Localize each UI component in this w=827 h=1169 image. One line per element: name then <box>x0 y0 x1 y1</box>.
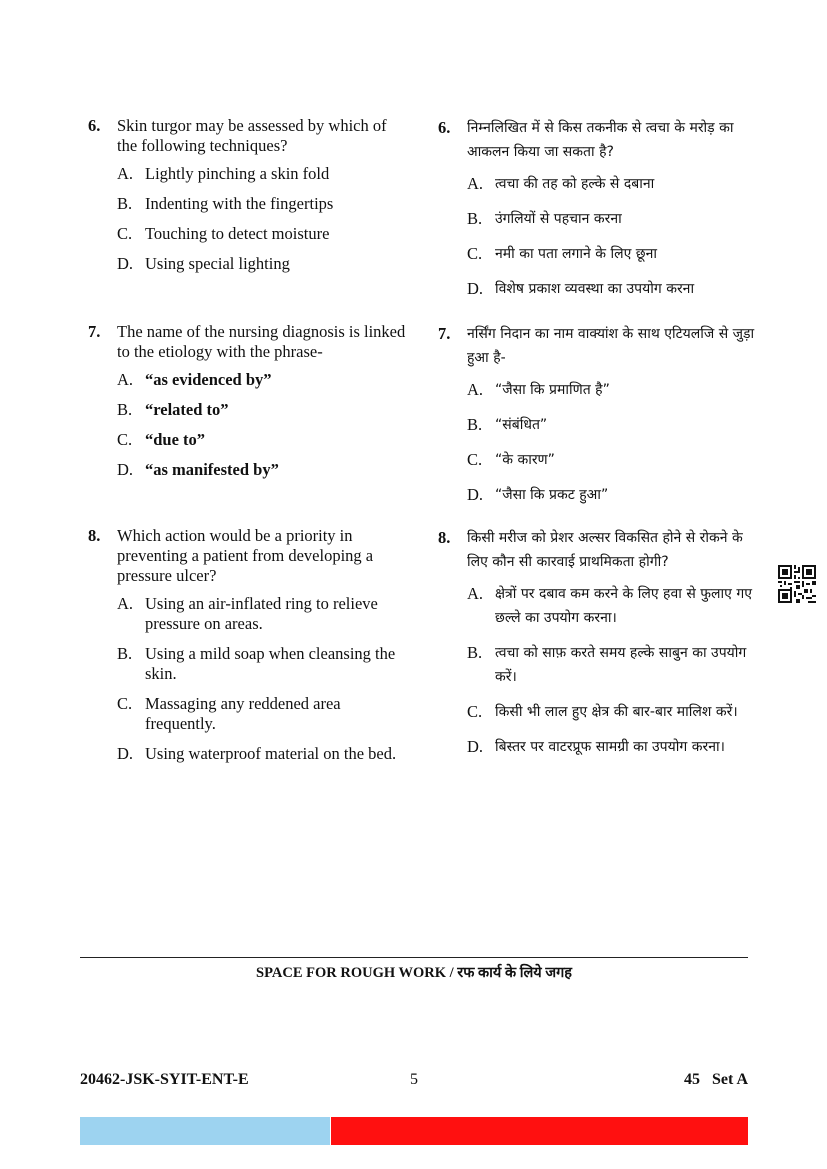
question-7-hi <box>438 322 758 518</box>
option-text: नमी का पता लगाने के लिए छूना <box>495 246 657 262</box>
question-text: नर्सिंग निदान का नाम वाक्यांश के साथ एटियलजि से जुड़ा हुआ है- <box>467 326 755 366</box>
option-text: “as evidenced by” <box>145 370 272 389</box>
option-label: A. <box>117 594 134 613</box>
option-text: Lightly pinching a skin fold <box>145 164 330 183</box>
option-b <box>467 641 758 689</box>
option-text: “related to” <box>145 400 229 419</box>
option-label: C. <box>117 694 133 713</box>
option-text: Indenting with the fingertips <box>145 194 334 213</box>
option-c <box>467 448 758 472</box>
option-b <box>117 400 408 420</box>
option-text: त्वचा को साफ़ करते समय हल्के साबुन का उपयोग करें। <box>495 645 747 685</box>
question-number: 6. <box>438 118 451 137</box>
option-d <box>467 483 758 507</box>
question-text: The name of the nursing diagnosis is linked to the etiology with the phrase- <box>117 322 406 361</box>
option-text: क्षेत्रों पर दबाव कम करने के लिए हवा से फुलाए गए छल्ले का उपयोग करना। <box>495 586 752 626</box>
option-label: B. <box>467 415 483 434</box>
question-6-en <box>88 116 408 284</box>
option-label: D. <box>117 254 134 273</box>
option-a <box>117 594 408 634</box>
option-label: A. <box>467 380 484 399</box>
option-label: C. <box>117 224 133 243</box>
option-text: बिस्तर पर वाटरप्रूफ सामग्री का उपयोग करना। <box>495 739 725 755</box>
question-number: 6. <box>88 116 101 135</box>
option-label: B. <box>467 643 483 662</box>
footer-bar-blue <box>80 1117 330 1145</box>
option-b <box>467 413 758 437</box>
option-label: A. <box>117 164 134 183</box>
option-label: D. <box>117 460 134 479</box>
page-number: 5 <box>410 1071 418 1088</box>
option-text: “due to” <box>145 430 206 449</box>
option-text: Massaging any reddened area frequently. <box>145 694 341 733</box>
option-label: C. <box>117 430 133 449</box>
qr-code-icon <box>778 565 816 603</box>
option-label: C. <box>467 244 483 263</box>
option-label: A. <box>467 584 484 603</box>
option-c <box>467 242 758 266</box>
option-a <box>467 582 758 630</box>
question-text: Which action would be a priority in preventing a patient from developing a pressure ulcer? <box>117 526 374 585</box>
question-number: 7. <box>438 324 451 343</box>
option-a <box>117 164 408 184</box>
option-text: Using special lighting <box>145 254 290 273</box>
option-label: B. <box>467 209 483 228</box>
question-8-en <box>88 526 408 774</box>
option-text: Touching to detect moisture <box>145 224 330 243</box>
question-8-hi <box>438 526 758 770</box>
option-text: Using a mild soap when cleansing the skin. <box>145 644 396 683</box>
footer-bar-red <box>331 1117 748 1145</box>
option-b <box>117 644 408 684</box>
option-text: विशेष प्रकाश व्यवस्था का उपयोग करना <box>495 281 695 297</box>
option-label: C. <box>467 702 483 721</box>
option-text: “जैसा कि प्रकट हुआ” <box>495 487 609 503</box>
option-b <box>117 194 408 214</box>
option-c <box>467 700 758 724</box>
option-text: त्वचा की तह को हल्के से दबाना <box>495 176 655 192</box>
option-text: किसी भी लाल हुए क्षेत्र की बार-बार मालिश करें। <box>495 704 738 720</box>
option-text: “के कारण” <box>495 452 555 468</box>
option-label: C. <box>467 450 483 469</box>
question-number: 8. <box>88 526 101 545</box>
question-number: 8. <box>438 528 451 547</box>
option-text: उंगलियों से पहचान करना <box>495 211 622 227</box>
option-label: A. <box>467 174 484 193</box>
option-d <box>467 735 758 759</box>
option-a <box>467 378 758 402</box>
rough-work-label: SPACE FOR ROUGH WORK / रफ कार्य के लिये जगह <box>256 965 572 981</box>
set-label: 45 Set A <box>684 1071 748 1088</box>
option-text: “जैसा कि प्रमाणित है” <box>495 382 610 398</box>
option-b <box>467 207 758 231</box>
option-label: A. <box>117 370 134 389</box>
option-text: “as manifested by” <box>145 460 279 479</box>
paper-code: 20462-JSK-SYIT-ENT-E <box>80 1071 249 1088</box>
option-label: B. <box>117 644 133 663</box>
option-d <box>117 460 408 480</box>
question-7-en <box>88 322 408 490</box>
option-label: D. <box>467 485 484 504</box>
question-number: 7. <box>88 322 101 341</box>
question-text: निम्नलिखित में से किस तकनीक से त्वचा के मरोड़ का आकलन किया जा सकता है? <box>467 120 734 160</box>
option-d <box>117 254 408 274</box>
option-label: D. <box>467 279 484 298</box>
option-c <box>117 694 408 734</box>
question-text: Skin turgor may be assessed by which of the following techniques? <box>117 116 387 155</box>
option-label: D. <box>117 744 134 763</box>
option-a <box>117 370 408 390</box>
option-label: D. <box>467 737 484 756</box>
option-label: B. <box>117 194 133 213</box>
option-a <box>467 172 758 196</box>
option-c <box>117 430 408 450</box>
option-d <box>117 744 408 764</box>
question-6-hi <box>438 116 758 312</box>
question-text: किसी मरीज को प्रेशर अल्सर विकसित होने से रोकने के लिए कौन सी कारवाई प्राथमिकता होगी? <box>467 530 743 570</box>
option-label: B. <box>117 400 133 419</box>
option-text: Using waterproof material on the bed. <box>145 744 397 763</box>
divider-line <box>80 957 748 958</box>
option-text: “संबंधित” <box>495 417 548 433</box>
option-d <box>467 277 758 301</box>
option-c <box>117 224 408 244</box>
option-text: Using an air-inflated ring to relieve pressure on areas. <box>145 594 378 633</box>
